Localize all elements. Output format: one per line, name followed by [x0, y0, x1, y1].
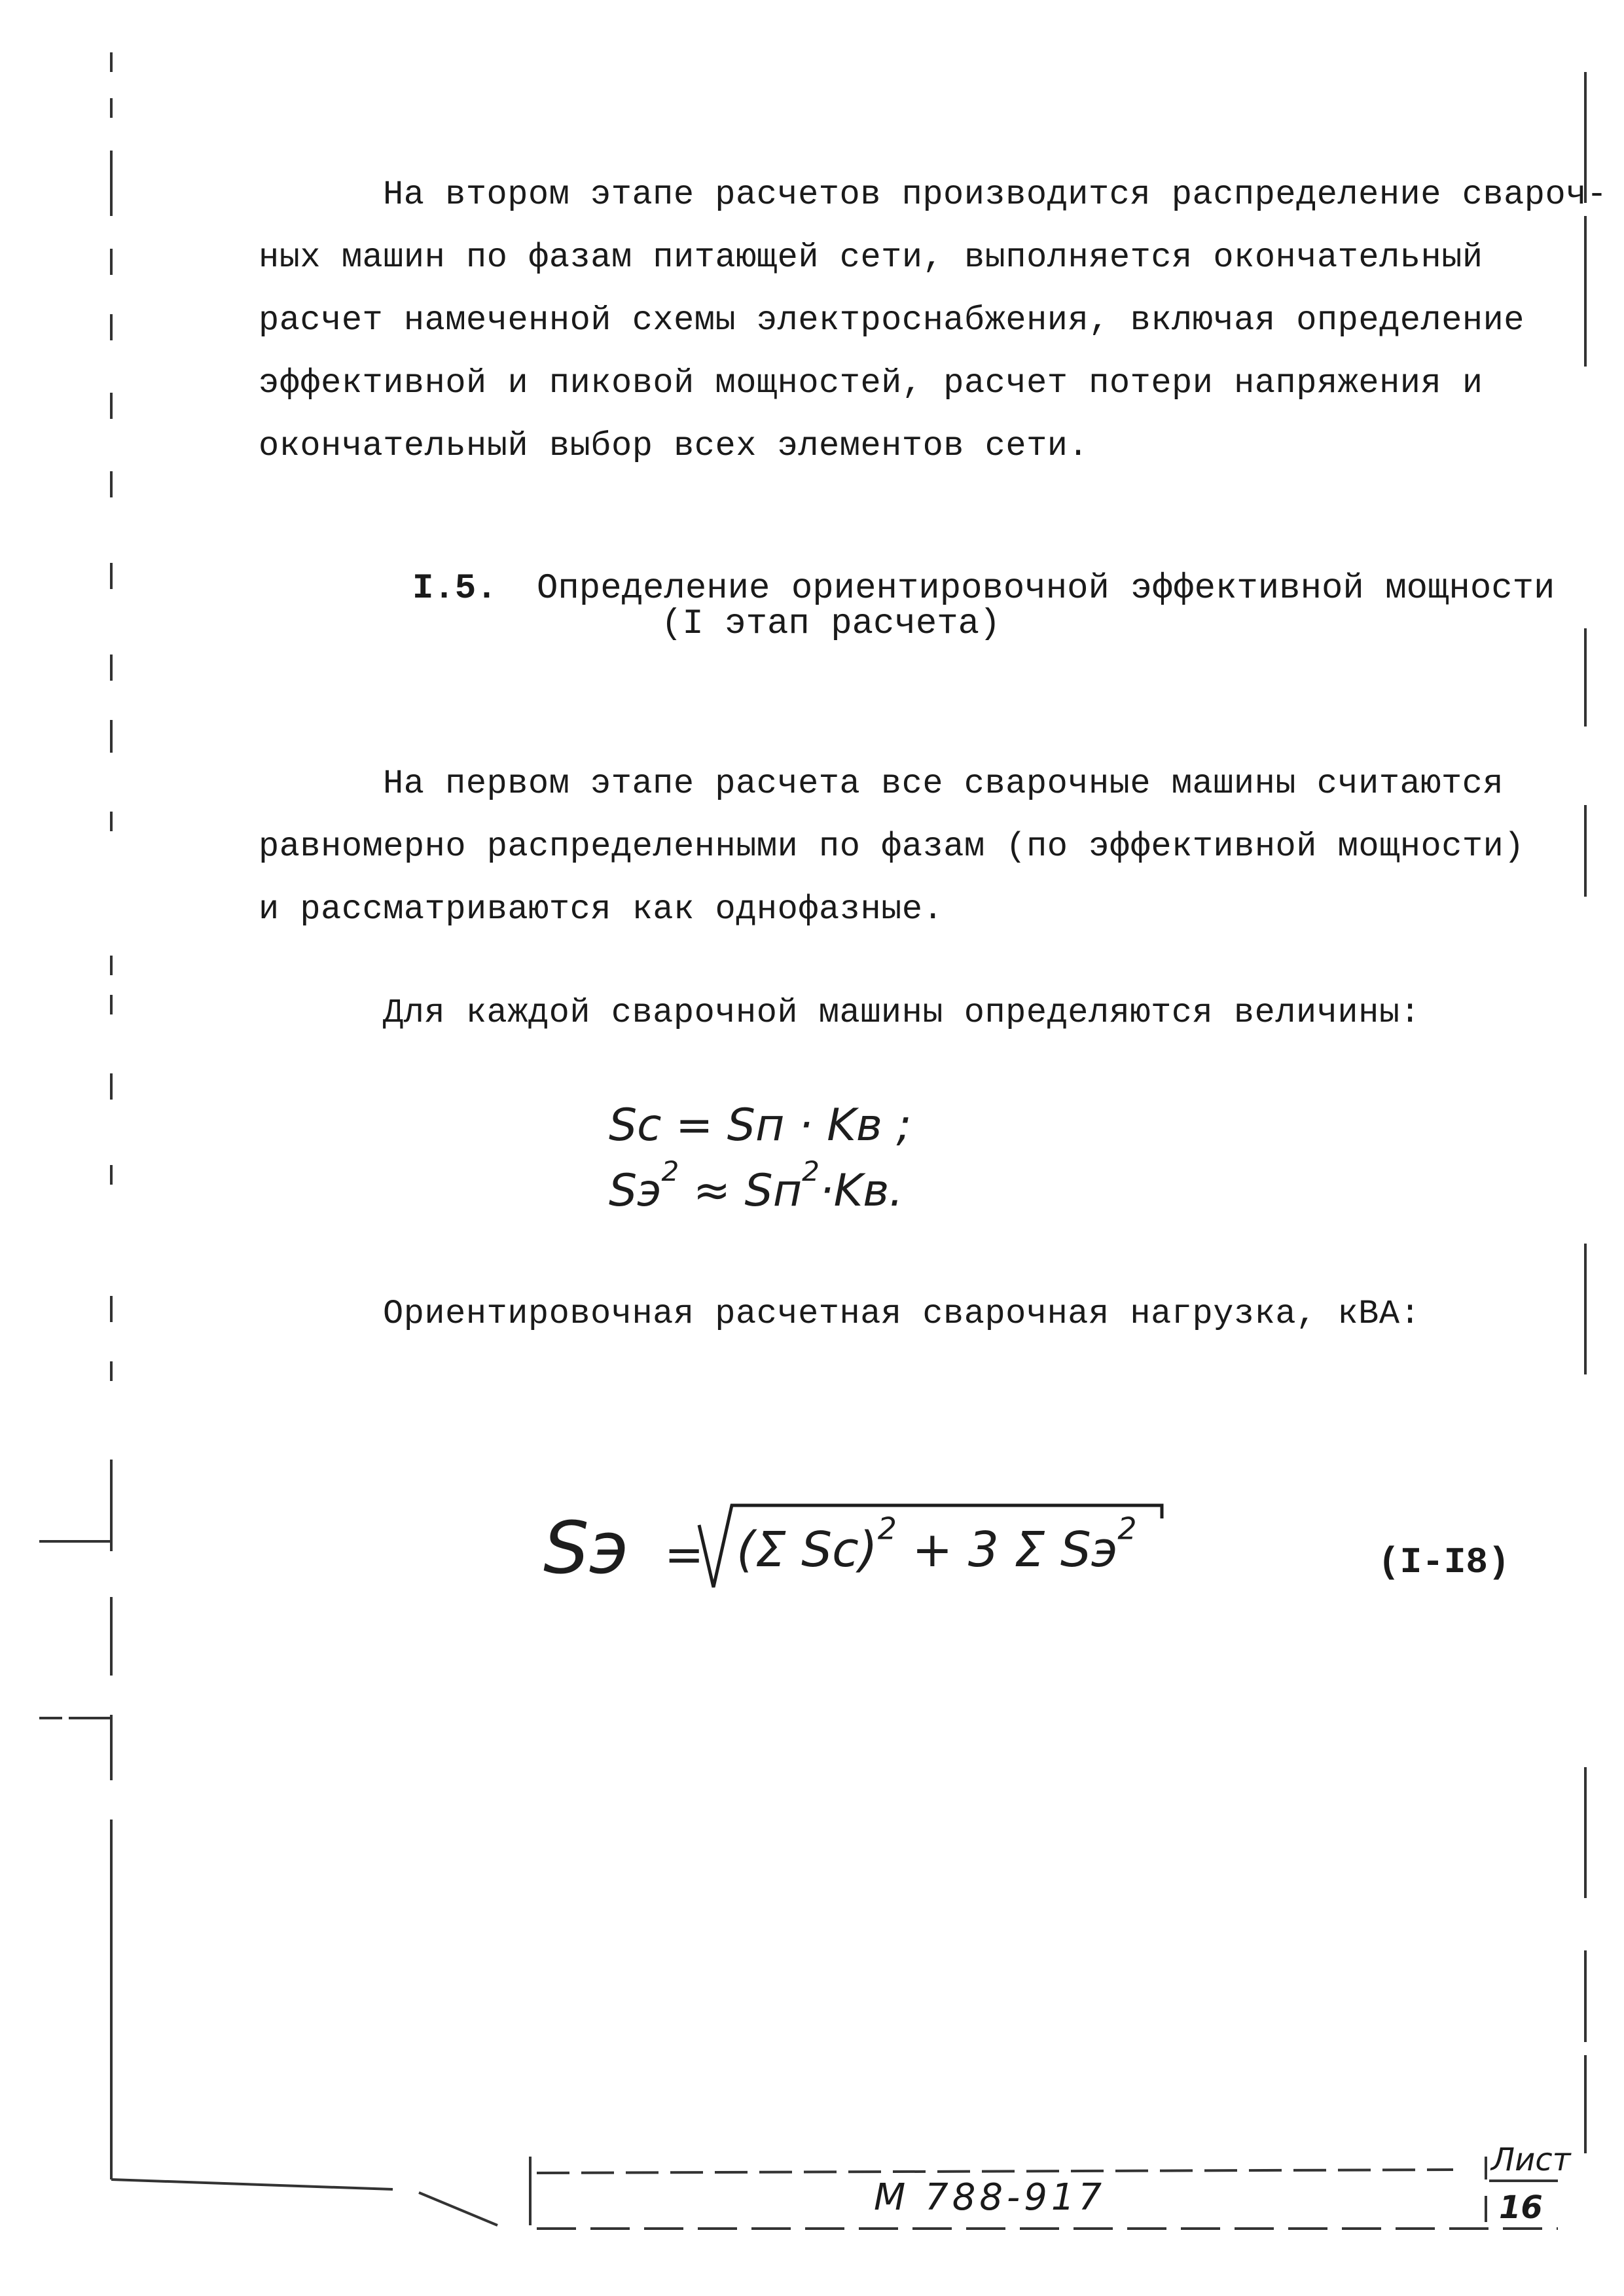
left-margin-marks — [39, 52, 111, 2179]
paragraph-1-line-2: ных машин по фазам питающей сети, выполняется окончательный — [259, 238, 1483, 277]
formula-se-rhs: ≈ Sп — [693, 1165, 803, 1217]
equation-number: (I-I8) — [1378, 1541, 1510, 1583]
section-title: Определение ориентировочной эффективной мощности — [537, 569, 1555, 609]
paragraph-1-line-3: расчет намеченной схемы электроснабжения, включая определение — [259, 301, 1525, 340]
main-formula-radicand — [736, 1511, 1137, 1583]
paragraph-4: Ориентировочная расчетная сварочная нагрузка, кВА: — [383, 1295, 1421, 1333]
paragraph-1-line-4: эффективной и пиковой мощностей, расчет потери напряжения и — [259, 364, 1483, 403]
sheet-label: Лист — [1491, 2142, 1571, 2178]
sheet-number: 16 — [1499, 2189, 1543, 2226]
document-code: М 788-917 — [874, 2176, 1106, 2219]
formula-sc-lhs: Sc — [609, 1100, 662, 1151]
title-block-frame — [111, 2157, 1558, 2229]
formula-se-lhs-exp: 2 — [661, 1155, 679, 1188]
paragraph-2-line-2: равномерно распределенными по фазам (по эффективной мощности) — [259, 827, 1525, 866]
paragraph-1-line-1: На втором этапе расчетов производится распределение свароч- — [383, 175, 1608, 214]
main-formula-lhs: Sэ — [543, 1506, 629, 1590]
formula-se-rhs-exp: 2 — [802, 1155, 820, 1188]
paragraph-1-line-5: окончательный выбор всех элементов сети. — [259, 427, 1089, 465]
paragraph-3: Для каждой сварочной машины определяются величины: — [383, 994, 1421, 1032]
formula-se — [609, 1155, 903, 1221]
formula-sc — [609, 1096, 911, 1155]
main-formula-exp-b: 2 — [1117, 1511, 1137, 1547]
section-heading — [412, 569, 1555, 644]
paragraph-2-line-1: На первом этапе расчета все сварочные машины считаются — [383, 764, 1504, 803]
formula-sc-rhs: = Sп · Kв ; — [676, 1100, 912, 1151]
formula-se-tail: ·Kв. — [819, 1165, 903, 1217]
formula-se-lhs: Sэ — [609, 1165, 662, 1217]
section-number: I.5. — [412, 569, 497, 609]
main-formula-equals: = — [664, 1527, 704, 1582]
main-formula-exp-a: 2 — [877, 1511, 897, 1547]
paragraph-2-line-3: и рассматриваются как однофазные. — [259, 890, 944, 929]
main-formula-term-b: + 3 Σ Sэ — [912, 1522, 1118, 1578]
section-subtitle: (I этап расчета) — [661, 604, 1001, 644]
main-formula-term-a: (Σ Sc) — [736, 1522, 878, 1578]
